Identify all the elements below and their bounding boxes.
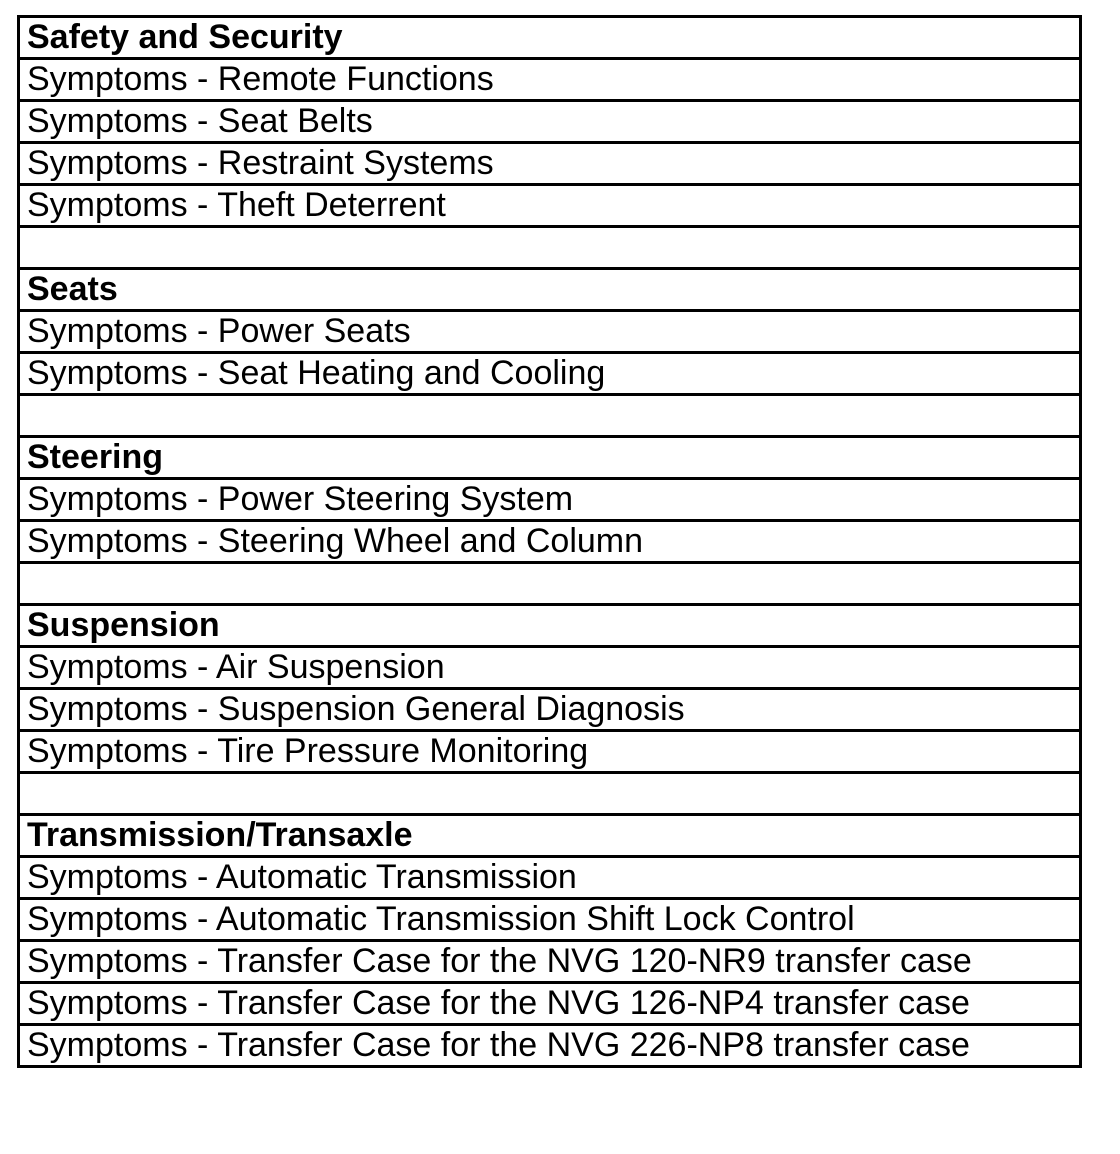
table-row[interactable] [19,857,1081,899]
table-row[interactable] [19,731,1081,773]
symptom-link[interactable]: Symptoms - Transfer Case for the NVG 226-NP8 transfer case [19,1025,1081,1067]
symptom-link[interactable]: Symptoms - Remote Functions [19,59,1081,101]
table-row[interactable] [19,185,1081,227]
table-row[interactable] [19,1025,1081,1067]
table-row[interactable] [19,101,1081,143]
table-row[interactable] [19,143,1081,185]
section-heading-row [19,17,1081,59]
blank-row [19,773,1081,815]
blank-cell [19,395,1081,437]
section-heading: Seats [19,269,1081,311]
section-heading: Suspension [19,605,1081,647]
section-heading: Transmission/Transaxle [19,815,1081,857]
blank-row [19,227,1081,269]
table-row[interactable] [19,353,1081,395]
symptom-link[interactable]: Symptoms - Air Suspension [19,647,1081,689]
section-heading: Safety and Security [19,17,1081,59]
symptom-link[interactable]: Symptoms - Theft Deterrent [19,185,1081,227]
blank-cell [19,227,1081,269]
symptom-link[interactable]: Symptoms - Power Seats [19,311,1081,353]
table-row[interactable] [19,521,1081,563]
blank-cell [19,563,1081,605]
blank-cell [19,773,1081,815]
section-heading-row [19,605,1081,647]
section-heading-row [19,269,1081,311]
symptom-link[interactable]: Symptoms - Power Steering System [19,479,1081,521]
table-row[interactable] [19,647,1081,689]
section-heading-row [19,815,1081,857]
symptom-link[interactable]: Symptoms - Seat Belts [19,101,1081,143]
symptom-link[interactable]: Symptoms - Automatic Transmission [19,857,1081,899]
table-row[interactable] [19,59,1081,101]
table-row[interactable] [19,983,1081,1025]
table-row[interactable] [19,479,1081,521]
table-row[interactable] [19,689,1081,731]
table-row[interactable] [19,311,1081,353]
symptom-link[interactable]: Symptoms - Transfer Case for the NVG 126-NP4 transfer case [19,983,1081,1025]
symptom-link[interactable]: Symptoms - Restraint Systems [19,143,1081,185]
symptom-link[interactable]: Symptoms - Transfer Case for the NVG 120-NR9 transfer case [19,941,1081,983]
symptoms-table [17,15,1082,1068]
symptom-link[interactable]: Symptoms - Seat Heating and Cooling [19,353,1081,395]
table-row[interactable] [19,941,1081,983]
symptom-link[interactable]: Symptoms - Steering Wheel and Column [19,521,1081,563]
blank-row [19,563,1081,605]
blank-row [19,395,1081,437]
symptom-link[interactable]: Symptoms - Tire Pressure Monitoring [19,731,1081,773]
section-heading: Steering [19,437,1081,479]
symptom-link[interactable]: Symptoms - Automatic Transmission Shift Lock Control [19,899,1081,941]
section-heading-row [19,437,1081,479]
symptom-link[interactable]: Symptoms - Suspension General Diagnosis [19,689,1081,731]
table-row[interactable] [19,899,1081,941]
